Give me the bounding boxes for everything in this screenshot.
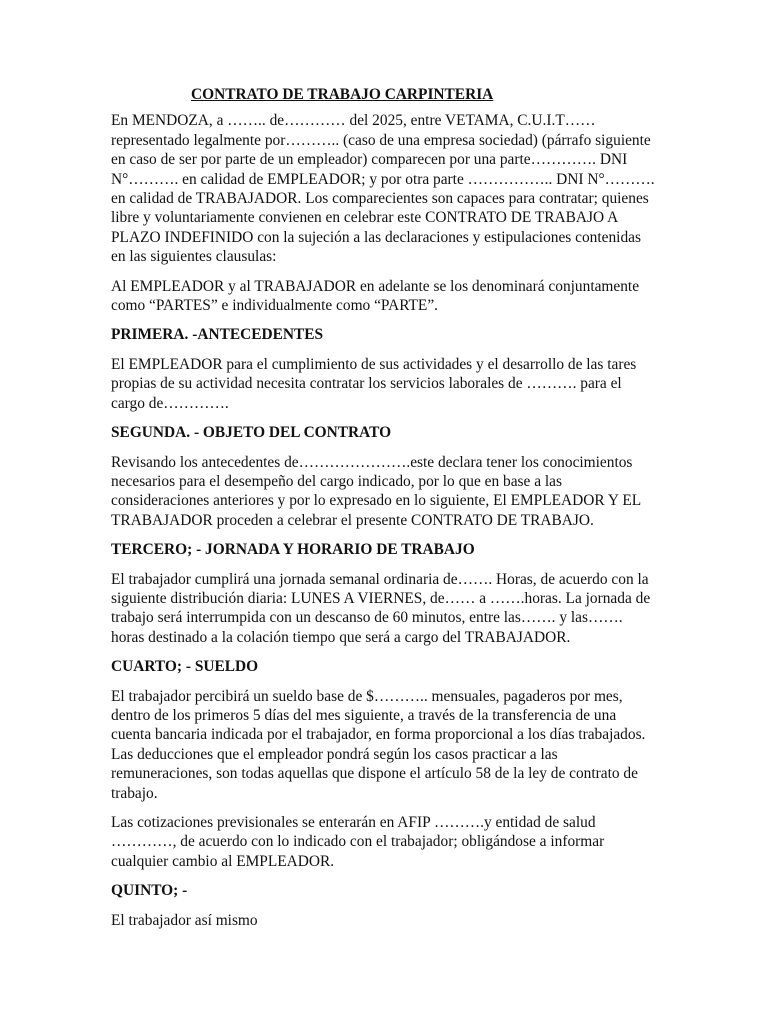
clause-paragraph-tercero: El trabajador cumplirá una jornada semanal ordinaria de……. Horas, de acuerdo con la siguiente distribución diaria: LUNES A VIERNES, de…… a …….horas. La jornada de trabajo será interrumpida con un descanso de 60 minutos, entre las……. y las……. horas destinado a la colación tiempo que será a cargo del TRABAJADOR. [111,570,651,646]
clause-heading-primera: PRIMERA. -ANTECEDENTES [111,326,324,344]
intro-paragraph: En MENDOZA, a …….. de………… del 2025, entre VETAMA, C.U.I.T…… representado legalmente por……….. (caso de una empresa sociedad) (párrafo siguiente en caso de ser por parte de un empleador) comparecen por una parte…………. DNI N°………. en calidad de EMPLEADOR; y por otra parte …………….. DNI N°………. en calidad de TRABAJADOR. Los comparecientes son capaces para contratar; quienes libre y voluntariamente convienen en celebrar este CONTRATO DE TRABAJO A PLAZO INDEFINIDO con la sujeción a las declaraciones y estipulaciones contenidas en las siguientes clausulas: [111,112,655,266]
document-title: CONTRATO DE TRABAJO CARPINTERIA [191,86,494,103]
clause-paragraph-cuarto-sueldo: El trabajador percibirá un sueldo base de $……….. mensuales, pagaderos por mes, dentro de los primeros 5 días del mes siguiente, a través de la transferencia de una cuenta bancaria indicada por el trabajador, en forma proporcional a los días trabajados. Las deducciones que el empleador pondrá según los casos practicar a las remuneraciones, son todas aquellas que dispone el artículo 58 de la ley de contrato de trabajo. [111,687,646,802]
clause-heading-cuarto: CUARTO; - SUELDO [111,658,259,676]
clause-heading-quinto: QUINTO; - [111,882,188,900]
clause-paragraph-cuarto-cotizaciones: Las cotizaciones previsionales se enterarán en AFIP ……….y entidad de salud …………, de acuerdo con lo indicado con el trabajador; obligándose a informar cualquier cambio al EMPLEADOR. [111,814,605,870]
parties-paragraph: Al EMPLEADOR y al TRABAJADOR en adelante se los denominará conjuntamente como “PARTES” e individualmente como “PARTE”. [111,277,640,315]
clause-paragraph-quinto: El trabajador así mismo [111,911,258,929]
document-body [111,85,657,940]
clause-paragraph-segunda: Revisando los antecedentes de………………….este declara tener los conocimientos necesarios para el desempeño del cargo indicado, por lo que en base a las consideraciones anteriores y por lo expresado en lo siguiente, El EMPLEADOR Y EL TRABAJADOR proceden a celebrar el presente CONTRATO DE TRABAJO. [111,453,641,529]
clause-paragraph-primera: El EMPLEADOR para el cumplimiento de sus actividades y el desarrollo de las tares propias de su actividad necesita contratar los servicios laborales de ………. para el cargo de…………. [111,355,637,412]
clause-heading-segunda: SEGUNDA. - OBJETO DEL CONTRATO [111,424,392,442]
clause-heading-tercero: TERCERO; - JORNADA Y HORARIO DE TRABAJO [111,541,475,559]
